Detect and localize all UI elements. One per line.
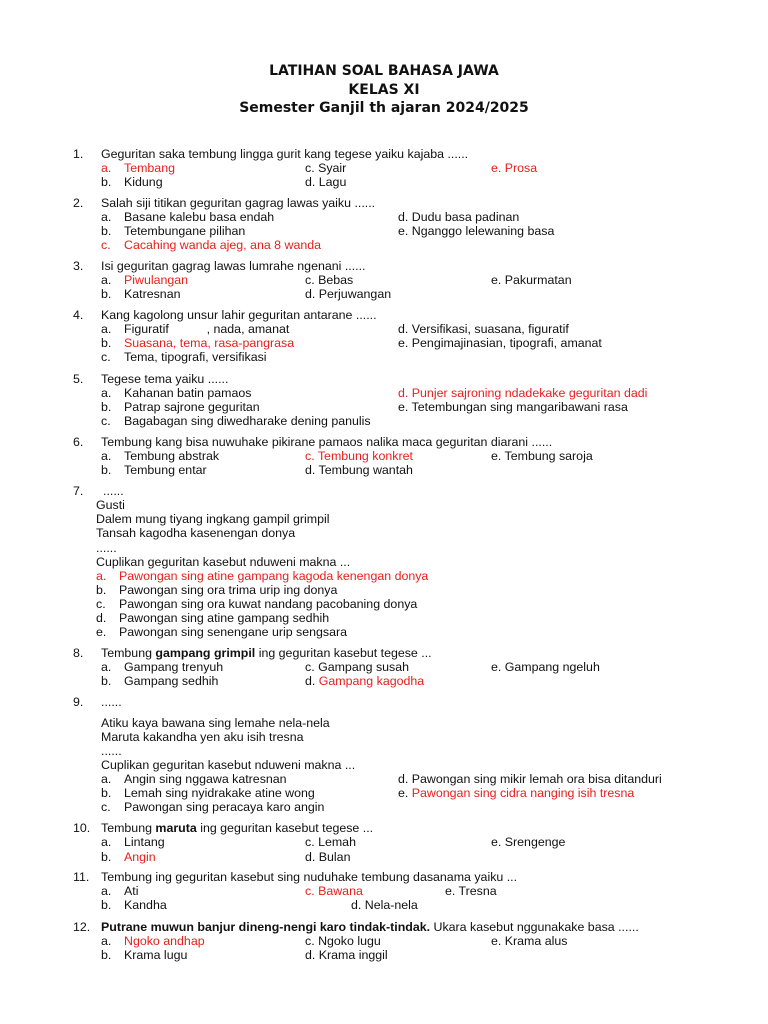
option-text: e. Pawongan sing cidra nanging isih tresna [398, 786, 635, 800]
option-text: Lintang [124, 835, 165, 849]
option-text: e. Pakurmatan [491, 273, 572, 287]
question-text: Putrane muwun banjur dineng-nengi karo tindak-tindak. Ukara kasebut nggunakake basa ...... [101, 920, 639, 934]
option-text: Pawongan sing ora trima urip ing donya [119, 583, 338, 597]
option-text: e. Srengenge [491, 835, 566, 849]
option-letter: c. [101, 800, 111, 814]
question-text: Tembung maruta ing geguritan kasebut tegese ... [101, 821, 374, 835]
option-text: d. Krama inggil [305, 948, 388, 962]
option-text: Gampang sedhih [124, 674, 219, 688]
option-text: Angin [124, 850, 156, 864]
option-text: e. Nganggo lelewaning basa [398, 224, 555, 238]
question-text: Isi geguritan gagrag lawas lumrahe ngenani ...... [101, 259, 366, 273]
option-letter: a. [101, 386, 112, 400]
option-text: Tembung entar [124, 463, 207, 477]
option-text: d. Punjer sajroning ndadekake geguritan dadi [398, 386, 648, 400]
question-number: 11. [73, 870, 90, 884]
option-text: c. Gampang susah [305, 660, 410, 674]
option-letter: a. [101, 449, 112, 463]
option-text: e. Tetembungan sing mangaribawani rasa [398, 400, 628, 414]
option-letter: b. [101, 674, 112, 688]
option-letter: b. [101, 786, 112, 800]
option-letter: b. [101, 336, 112, 350]
option-text: e. Tresna [445, 884, 497, 898]
poem-line: ...... [96, 541, 117, 555]
option-letter: b. [101, 948, 112, 962]
class-title: KELAS XI [348, 82, 420, 98]
question-text: Tembung ing geguritan kasebut sing nuduhake tembung dasanama yaiku ... [101, 870, 518, 884]
highlighted-phrase: gampang grimpil [155, 646, 256, 660]
option-letter: a. [101, 835, 112, 849]
poem-line: Tansah kagodha kasenengan donya [96, 526, 296, 540]
option-text: d. Lagu [305, 175, 347, 189]
option-text: Suasana, tema, rasa-pangrasa [124, 336, 295, 350]
option-letter: c. [101, 414, 111, 428]
option-text: Pawongan sing ora kuwat nandang pacobaning donya [119, 597, 418, 611]
option-text: c. Ngoko lugu [305, 934, 381, 948]
poem-line: Atiku kaya bawana sing lemahe nela-nela [101, 716, 330, 730]
option-letter: c. [101, 238, 111, 252]
option-letter: a. [101, 934, 112, 948]
question-number: 8. [73, 646, 84, 660]
worksheet-title: LATIHAN SOAL BAHASA JAWA [269, 63, 499, 79]
option-text: c. Syair [305, 161, 347, 175]
option-text: Pawongan sing senengane urip sengsara [119, 625, 348, 639]
question-number: 12. [73, 920, 91, 934]
option-text: Ati [124, 884, 139, 898]
option-letter: b. [101, 400, 112, 414]
option-text: Tema, tipografi, versifikasi [124, 350, 267, 364]
option-letter: a. [101, 772, 112, 786]
option-text: Tembung abstrak [124, 449, 220, 463]
poem-line: Gusti [96, 498, 125, 512]
option-letter: b. [101, 287, 112, 301]
option-letter: b. [96, 583, 107, 597]
option-text: d. Dudu basa padinan [398, 210, 520, 224]
option-text: Kidung [124, 175, 163, 189]
option-letter: b. [101, 898, 112, 912]
option-text: e. Prosa [491, 161, 538, 175]
option-text: e. Krama alus [491, 934, 568, 948]
highlighted-word: maruta [155, 821, 197, 835]
ellipsis: ...... [101, 695, 122, 709]
question-number: 10. [73, 821, 91, 835]
option-letter: b. [101, 463, 112, 477]
option-letter: a. [101, 884, 112, 898]
option-text: d. Nela-nela [351, 898, 418, 912]
option-letter: c. [96, 597, 106, 611]
option-letter: a. [101, 210, 112, 224]
option-text: d. Pawongan sing mikir lemah ora bisa ditanduri [398, 772, 662, 786]
question-text: Tembung gampang grimpil ing geguritan kasebut tegese ... [101, 646, 432, 660]
option-text: Kandha [124, 898, 167, 912]
option-text: Pawongan sing atine gampang kagoda kenengan donya [119, 569, 429, 583]
poem-line: ...... [101, 744, 122, 758]
option-letter: a. [101, 161, 112, 175]
option-text: c. Bebas [305, 273, 354, 287]
question-number: 5. [73, 372, 84, 386]
option-text: e. Gampang ngeluh [491, 660, 600, 674]
question-text: Geguritan saka tembung lingga gurit kang tegese yaiku kajaba ...... [101, 147, 469, 161]
option-text: Figuratif , nada, amanat [124, 322, 290, 336]
option-letter: a. [101, 660, 112, 674]
option-letter: e. [96, 625, 107, 639]
question-text: Cuplikan geguritan kasebut nduweni makna ... [101, 758, 356, 772]
option-letter: c. [101, 350, 111, 364]
option-text: Pawongan sing atine gampang sedhih [119, 611, 330, 625]
option-text: c. Tembung konkret [305, 449, 413, 463]
question-text: Cuplikan geguritan kasebut nduweni makna ... [96, 555, 351, 569]
option-text: c. Lemah [305, 835, 356, 849]
option-text: d. Versifikasi, suasana, figuratif [398, 322, 569, 336]
question-text: Salah siji titikan geguritan gagrag lawas yaiku ...... [101, 196, 376, 210]
option-text: c. Bawana [305, 884, 363, 898]
example-sentence: Putrane muwun banjur dineng-nengi karo tindak-tindak. [101, 920, 431, 934]
option-text: Lemah sing nyidrakake atine wong [124, 786, 315, 800]
option-text: d. Bulan [305, 850, 351, 864]
semester-title: Semester Ganjil th ajaran 2024/2025 [239, 100, 529, 116]
option-text: Gampang trenyuh [124, 660, 224, 674]
option-letter: a. [96, 569, 107, 583]
poem-line: Dalem mung tiyang ingkang gampil grimpil [96, 512, 330, 526]
option-text: d. Tembung wantah [305, 463, 413, 477]
question-text: Tegese tema yaiku ...... [101, 372, 229, 386]
question-number: 4. [73, 308, 84, 322]
option-text: Bagabagan sing diwedharake dening panulis [124, 414, 371, 428]
option-text: Tetembungane pilihan [124, 224, 246, 238]
question-number: 7. [73, 484, 84, 498]
question-number: 2. [73, 196, 84, 210]
option-text: Piwulangan [124, 273, 189, 287]
question-number: 9. [73, 695, 84, 709]
option-text: Katresnan [124, 287, 181, 301]
option-text: d. Perjuwangan [305, 287, 392, 301]
option-text: Ngoko andhap [124, 934, 205, 948]
option-text: e. Tembung saroja [491, 449, 593, 463]
option-text: Kahanan batin pamaos [124, 386, 252, 400]
option-text: Patrap sajrone geguritan [124, 400, 260, 414]
option-text: Krama lugu [124, 948, 188, 962]
option-letter: d. [96, 611, 107, 625]
option-text: Basane kalebu basa endah [124, 210, 275, 224]
poem-line: Maruta kakandha yen aku isih tresna [101, 730, 304, 744]
option-letter: b. [101, 850, 112, 864]
option-letter: b. [101, 175, 112, 189]
question-number: 1. [73, 147, 84, 161]
question-number: 3. [73, 259, 84, 273]
option-text: e. Pengimajinasian, tipografi, amanat [398, 336, 602, 350]
option-letter: a. [101, 322, 112, 336]
option-letter: b. [101, 224, 112, 238]
option-letter: a. [101, 273, 112, 287]
option-text: Pawongan sing peracaya karo angin [124, 800, 325, 814]
question-text: Tembung kang bisa nuwuhake pikirane pamaos nalika maca geguritan diarani ...... [101, 435, 553, 449]
question-text: Kang kagolong unsur lahir geguritan antarane ...... [101, 308, 377, 322]
ellipsis: ...... [103, 484, 124, 498]
option-text: Cacahing wanda ajeg, ana 8 wanda [124, 238, 322, 252]
option-text: Tembang [124, 161, 175, 175]
question-number: 6. [73, 435, 84, 449]
option-text: Angin sing nggawa katresnan [124, 772, 287, 786]
option-text: d. Gampang kagodha [305, 674, 425, 688]
